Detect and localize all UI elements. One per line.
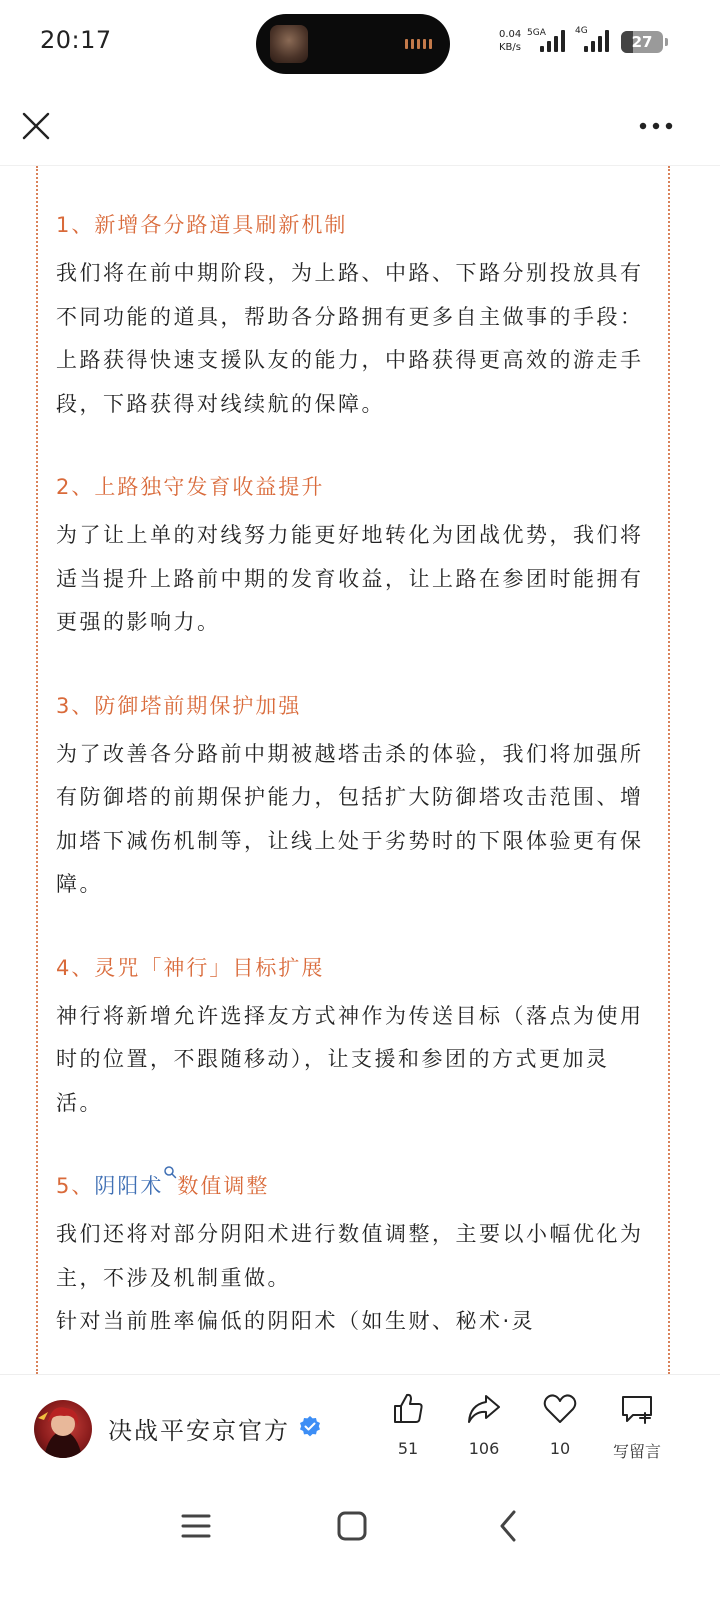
article-section-1 <box>56 210 650 426</box>
close-button[interactable] <box>18 108 54 144</box>
media-thumbnail <box>270 25 308 63</box>
section-title-suffix: 数值调整 <box>177 1174 270 1198</box>
section-title-prefix: 5、 <box>56 1174 95 1198</box>
section-paragraph: 针对当前胜率偏低的阴阳术（如生财、秘术·灵 <box>56 1309 536 1333</box>
battery-icon <box>621 31 663 53</box>
like-button[interactable] <box>373 1391 443 1458</box>
section-title: 4、灵咒「神行」目标扩展 <box>56 955 325 980</box>
audio-visualizer-icon <box>405 39 432 49</box>
sim1-network-label: 5GA <box>527 28 546 38</box>
article-section-4 <box>56 953 650 1126</box>
net-speed-unit: KB/s <box>499 42 521 53</box>
close-icon <box>18 108 54 144</box>
share-count: 106 <box>468 1439 500 1458</box>
section-title <box>56 1171 650 1201</box>
sim2-network-label: 4G <box>575 26 588 36</box>
like-count: 51 <box>397 1439 419 1458</box>
heart-icon <box>542 1391 578 1427</box>
recent-apps-button[interactable] <box>166 1504 226 1548</box>
article-content[interactable] <box>36 166 670 1374</box>
section-body: 为了让上单的对线努力能更好地转化为团战优势，我们将适当提升上路前中期的发育收益，让上路在参团时能拥有更强的影响力。 <box>56 523 644 634</box>
more-horizontal-icon <box>634 112 678 140</box>
favorite-button[interactable] <box>525 1391 595 1458</box>
menu-icon <box>166 1504 226 1548</box>
comment-label: 写留言 <box>612 1442 661 1461</box>
article-section-5 <box>56 1171 650 1344</box>
top-nav <box>0 86 720 166</box>
share-arrow-icon <box>466 1391 502 1427</box>
article-section-2 <box>56 472 650 645</box>
share-button[interactable] <box>449 1391 519 1458</box>
more-button[interactable] <box>634 112 678 140</box>
comment-button[interactable] <box>599 1391 675 1462</box>
network-speed <box>499 28 521 54</box>
avatar-illustration <box>34 1400 92 1458</box>
system-nav-bar <box>0 1482 720 1602</box>
article-section-3 <box>56 691 650 907</box>
verified-badge-icon <box>298 1415 322 1439</box>
section-paragraph: 我们还将对部分阴阳术进行数值调整，主要以小幅优化为主，不涉及机制重做。 <box>56 1222 644 1290</box>
thumbs-up-icon <box>390 1391 426 1427</box>
sim2-signal-icon <box>584 30 609 52</box>
author-avatar[interactable] <box>34 1400 92 1458</box>
status-bar <box>0 0 720 86</box>
chevron-left-icon <box>478 1504 538 1548</box>
section-body: 我们将在前中期阶段，为上路、中路、下路分别投放具有不同功能的道具，帮助各分路拥有更多自主做事的手段：上路获得快速支援队友的能力，中路获得更高效的游走手段，下路获得对线续航的保障。 <box>56 261 644 416</box>
favorite-count: 10 <box>549 1439 571 1458</box>
section-title: 3、防御塔前期保护加强 <box>56 693 302 718</box>
bottom-action-bar <box>0 1374 720 1482</box>
home-square-icon <box>322 1504 382 1548</box>
write-comment-icon <box>619 1391 655 1427</box>
author-name[interactable]: 决战平安京官方 <box>108 1417 290 1445</box>
section-body <box>56 1213 650 1344</box>
home-button[interactable] <box>322 1504 382 1548</box>
section-body: 神行将新增允许选择友方式神作为传送目标（落点为使用时的位置，不跟随移动），让支援和参团的方式更加灵活。 <box>56 1003 644 1115</box>
back-button[interactable] <box>478 1504 538 1548</box>
sim1-signal-icon <box>540 30 565 52</box>
section-title: 2、上路独守发育收益提升 <box>56 475 325 499</box>
search-keyword-link[interactable]: 阴阳术 <box>94 1174 164 1198</box>
net-speed-value: 0.04 <box>499 29 522 40</box>
status-time: 20:17 <box>40 26 112 54</box>
section-body: 为了改善各分路前中期被越塔击杀的体验，我们将加强所有防御塔的前期保护能力，包括扩大防御塔攻击范围、增加塔下减伤机制等，让线上处于劣势时的下限体验更有保障。 <box>56 741 644 896</box>
battery-level: 27 <box>631 33 653 51</box>
section-title: 1、新增各分路道具刷新机制 <box>56 213 348 237</box>
dynamic-island[interactable] <box>256 14 450 74</box>
search-icon[interactable] <box>163 1165 177 1179</box>
